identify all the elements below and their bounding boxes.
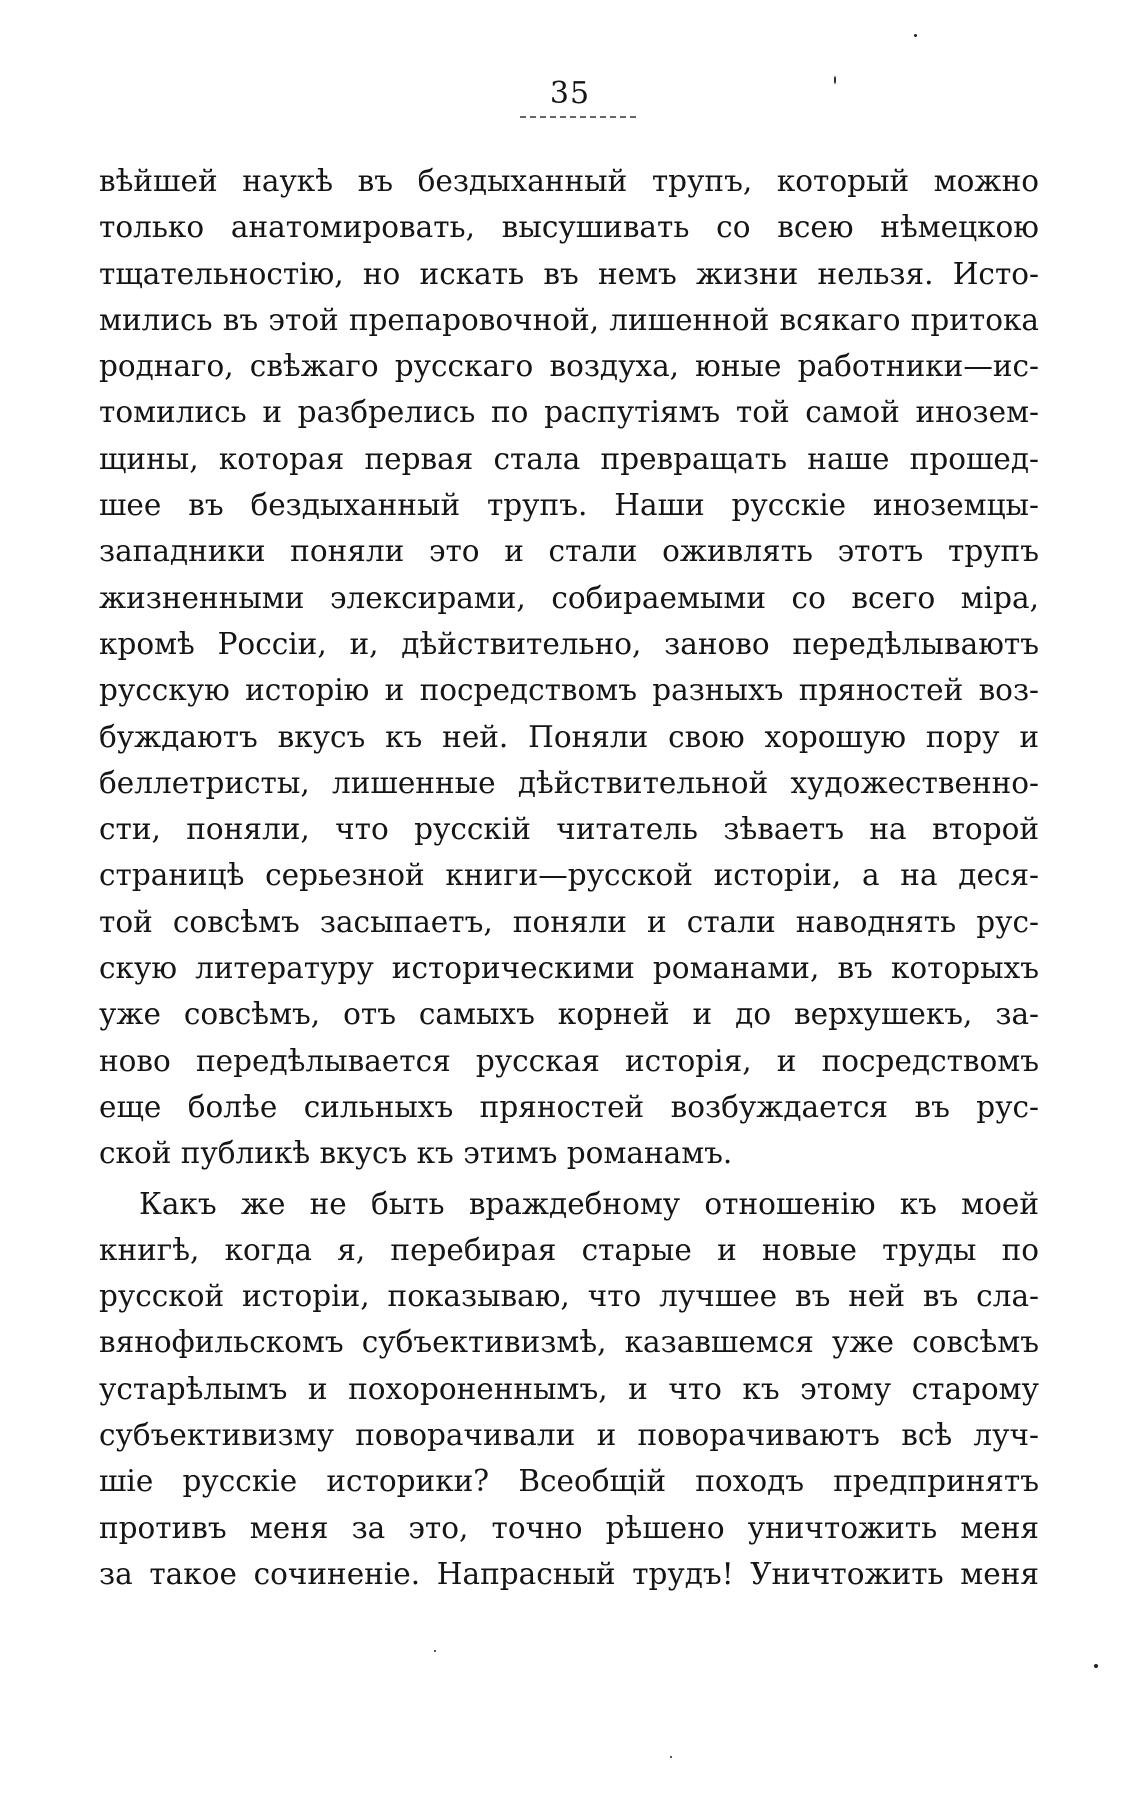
- text-line: томились и разбрелись по распутіямъ той самой инозем-: [99, 395, 1039, 430]
- text-line: противъ меня за это, точно рѣшено уничтожить меня: [99, 1510, 1039, 1545]
- text-line: субъективизму поворачивали и поворачиваютъ всѣ луч-: [99, 1418, 1039, 1453]
- paragraph-1: [99, 158, 1039, 1177]
- text-line: жизненными элексирами, собираемыми со всего міра,: [99, 580, 1039, 615]
- text-line: уже совсѣмъ, отъ самыхъ корней и до верхушекъ, за-: [99, 997, 1039, 1032]
- body-text: [99, 158, 1039, 1597]
- text-line: роднаго, свѣжаго русскаго воздуха, юные работники—ис-: [99, 349, 1039, 384]
- scan-speck: [834, 76, 836, 84]
- scan-speck: [434, 1650, 436, 1652]
- text-line: русской исторіи, показываю, что лучшее въ ней въ сла-: [99, 1279, 1039, 1314]
- text-line: западники поняли это и стали оживлять этотъ трупъ: [99, 534, 1039, 569]
- text-line: вѣйшей наукѣ въ бездыханный трупъ, который можно: [99, 164, 1039, 198]
- text-line: книгѣ, когда я, перебирая старые и новые труды по: [99, 1232, 1039, 1267]
- page-number: 35: [549, 76, 591, 111]
- text-line: щины, которая первая стала превращать наше прошед-: [99, 441, 1039, 476]
- text-line: вянофильскомъ субъективизмѣ, казавшемся уже совсѣмъ: [99, 1325, 1039, 1360]
- text-line: за такое сочиненіе. Напрасный трудъ! Уничтожить меня: [99, 1556, 1039, 1591]
- text-line: мились въ этой препаровочной, лишенной всякаго притока: [99, 302, 1039, 337]
- text-line: Какъ же не быть враждебному отношенію къ моей: [139, 1186, 1039, 1221]
- text-line: страницѣ серьезной книги—русской исторіи, а на деся-: [99, 858, 1039, 893]
- text-line: устарѣлымъ и похороненнымъ, и что къ этому старому: [99, 1371, 1039, 1406]
- text-line: беллетристы, лишенные дѣйствительной художественно-: [99, 765, 1039, 800]
- text-line: той совсѣмъ засыпаетъ, поняли и стали наводнять рус-: [99, 904, 1039, 939]
- text-line: кромѣ Россіи, и, дѣйствительно, заново передѣлываютъ: [99, 626, 1039, 661]
- text-line: шіе русскіе историки? Всеобщій походъ предпринятъ: [99, 1464, 1039, 1499]
- scan-speck: [914, 34, 917, 37]
- scan-speck: [670, 1756, 672, 1758]
- text-line: сти, поняли, что русскій читатель зѣваетъ на второй: [99, 812, 1039, 847]
- page-number-rule: [520, 116, 636, 118]
- paragraph-2: [99, 1181, 1039, 1598]
- text-line: только анатомировать, высушивать со всею нѣмецкою: [99, 210, 1039, 245]
- scan-speck: [1094, 1664, 1098, 1668]
- text-line: шее въ бездыханный трупъ. Наши русскіе иноземцы-: [99, 488, 1039, 523]
- text-line: ской публикѣ вкусъ къ этимъ романамъ.: [99, 1136, 733, 1171]
- text-line: ново передѣлывается русская исторія, и посредствомъ: [99, 1043, 1039, 1078]
- text-line: тщательностію, но искать въ немъ жизни нельзя. Исто-: [99, 256, 1039, 291]
- text-line: буждаютъ вкусъ къ ней. Поняли свою хорошую пору и: [99, 719, 1039, 754]
- text-line: еще болѣе сильныхъ пряностей возбуждается въ рус-: [99, 1089, 1039, 1124]
- text-line: русскую исторію и посредствомъ разныхъ пряностей воз-: [99, 673, 1039, 708]
- text-line: скую литературу историческими романами, въ которыхъ: [99, 951, 1039, 986]
